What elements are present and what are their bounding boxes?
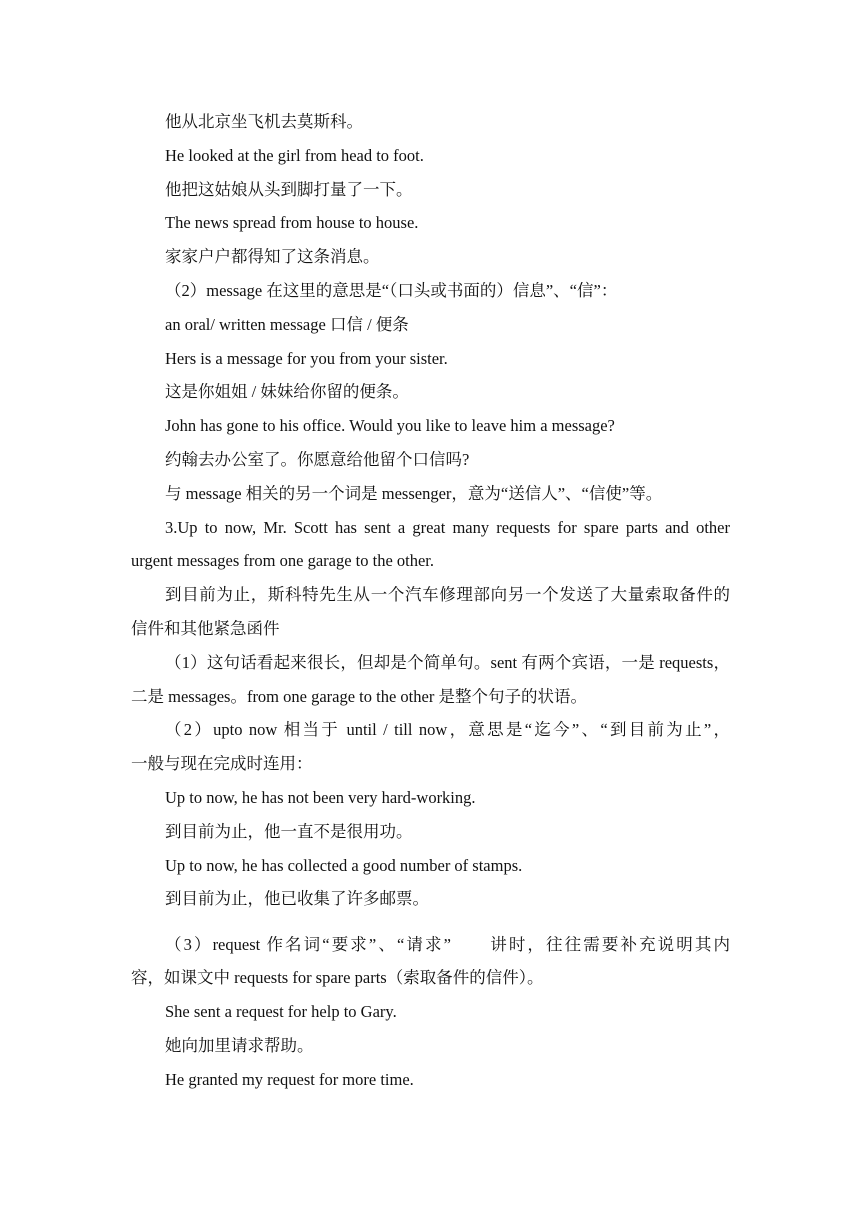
text-line: 她向加里请求帮助。 <box>165 1036 314 1055</box>
text-line: urgent messages from one garage to the other. <box>131 551 435 570</box>
text-line: He granted my request for more time. <box>165 1070 414 1089</box>
text-line: 他把这姑娘从头到脚打量了一下。 <box>165 180 413 199</box>
text-line: （3）request 作名词“要求”、“请求” 讲时，往往需要补充说明其内 <box>165 935 730 954</box>
text-line: 容，如课文中 requests for spare parts（索取备件的信件）。 <box>131 968 544 987</box>
text-line: Up to now, he has not been very hard-working. <box>165 788 476 807</box>
text-line: 与 message 相关的另一个词是 messenger，意为“送信人”、“信使”等。 <box>165 484 663 503</box>
text-line: 到目前为止，斯科特先生从一个汽车修理部向另一个发送了大量索取备件的 <box>165 585 730 604</box>
text-line: She sent a request for help to Gary. <box>165 1002 397 1021</box>
text-line: Up to now, he has collected a good number of stamps. <box>165 856 523 875</box>
text-line: He looked at the girl from head to foot. <box>165 146 424 165</box>
text-line: 这是你姐姐 / 妹妹给你留的便条。 <box>165 382 409 401</box>
text-line: 约翰去办公室了。你愿意给他留个口信吗? <box>165 450 470 469</box>
text-line: Hers is a message for you from your sister. <box>165 349 448 368</box>
text-line: 家家户户都得知了这条消息。 <box>165 247 380 266</box>
text-line: 到目前为止，他一直不是很用功。 <box>165 822 413 841</box>
text-line: （2）upto now 相当于 until / till now，意思是“迄今”、“到目前为止”， <box>165 720 730 739</box>
text-line: 3.Up to now, Mr. Scott has sent a great many requests for spare parts and other <box>165 518 730 537</box>
text-line: an oral/ written message 口信 / 便条 <box>165 315 409 334</box>
text-line: 他从北京坐飞机去莫斯科。 <box>165 112 363 131</box>
text-line: 一般与现在完成时连用： <box>131 754 313 773</box>
text-line: 信件和其他紧急函件 <box>131 619 280 638</box>
text-line: 到目前为止，他已收集了许多邮票。 <box>165 889 429 908</box>
text-line: John has gone to his office. Would you like to leave him a message? <box>165 416 615 435</box>
text-line: 二是 messages。from one garage to the other 是整个句子的状语。 <box>131 687 587 706</box>
text-line: The news spread from house to house. <box>165 213 419 232</box>
text-line: （1）这句话看起来很长，但却是个简单句。sent 有两个宾语，一是 requests， <box>165 653 730 672</box>
text-line: （2）message 在这里的意思是“（口头或书面的）信息”、“信”： <box>165 281 618 300</box>
